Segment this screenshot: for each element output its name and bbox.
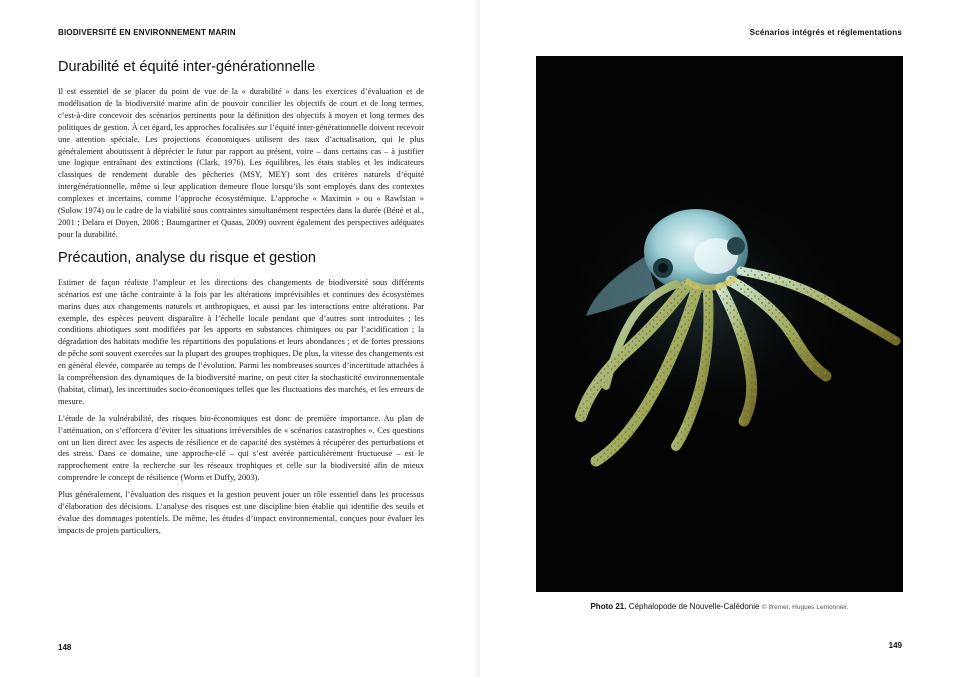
- left-text-block: [58, 58, 424, 542]
- paragraph: Estimer de façon réaliste l’ampleur et les directions des changements de biodiversité sous différents scénarios est une tâche contrainte à la fois par les altérations imprévisibles et continues des écosystèmes marins dues aux changements naturels et anthropiques, et aussi par les interactions entre altérations. Par exemple, des espèces peuvent disparaître à l’échelle locale pendant que d’autres sont introduites ; les conditions abiotiques sont modifiées par les apports en substances chimiques ou par l’acidification ; la dégradation des habitats modifie les répartitions des populations et leurs abondances ; et de fortes pressions de pêche sont souvent exercées sur la plupart des groupes trophiques. De plus, la vitesse des changements est en général élevée, comparée au temps de l’évolution. Parmi les nombreuses sources d’incertitude attachées à la compréhension des dynamiques de la biodiversité marine, on peut citer la stochasticité environnementale (habitat, climat), les incertitudes socio-économiques telles que les fluctuations des marchés, et les erreurs de mesure.: [58, 277, 424, 406]
- page-number-right: 149: [888, 641, 902, 650]
- section-heading-precaution: Précaution, analyse du risque et gestion: [58, 249, 316, 266]
- section-heading-durabilite: Durabilité et équité inter-générationnelle: [58, 59, 316, 75]
- cephalopod-photo: [536, 56, 903, 592]
- caption-number: Photo 21.: [590, 602, 627, 611]
- paragraph: Il est essentiel de se placer du point de vue de la « durabilité » dans les exercices d’évaluation et de modélisation de la biodiversité marine afin de pouvoir concilier les objectifs de court et de long termes, c’est-à-dire concevoir des scénarios pertinents pour la définition des objectifs à moyen et long termes des politiques de gestion. À cet égard, les approches focalisées sur l’équité inter-générationnelle doivent recevoir une attention spéciale. Les projections économiques utilisent des taux d’actualisation, qui le plus généralement aboutissent à déprécier le futur par rapport au présent, voire – dans certains cas – à justifier une logique entraînant des extinctions (Clark, 1976). Les équilibres, les états stables et les indicateurs classiques de rendement durable des pêcheries (MSY, MEY) sont des critères naturels d’équité intergénérationnelle, même si leur application demeure floue lorsqu’ils sont employés dans des contextes complexes et incertains, comme l’approche écosystémique. L’approche « Maximin » ou « Rawlsian » (Solow 1974) ou le cadre de la viabilité sous contraintes simultanément respectées dans la durée (Béné et al., 2001 ; Delara et Doyen, 2008 ; Baumgartner et Quaas, 2009) ouvrent également des perspectives adéquates pour la durabilité.: [58, 87, 424, 239]
- caption-credit: © Ifremer, Hugues Lemonnier.: [761, 604, 849, 611]
- paragraph: L’étude de la vulnérabilité, des risques bio-économiques est donc de première importance. Au plan de l’atténuation, on s’efforcera d’éviter les situations irréversibles de « scénarios catastrophes ». Ces questions ont un lien direct avec les aspects de résilience et de capacité des systèmes à récupérer des perturbations et des stress. Dans ce domaine, une approche-clé – qui s’est avérée particulièrement fructueuse – est le rapprochement entre la recherche sur les réseaux trophiques et celle sur la biodiversité afin de mieux comprendre le concept de résilience (Worm et Duffy, 2003).: [58, 413, 424, 483]
- caption-text: Céphalopode de Nouvelle-Calédonie: [628, 602, 760, 611]
- running-head-right: Scénarios intégrés et réglementations: [749, 28, 902, 37]
- squid-illustration: [536, 56, 903, 592]
- right-page: [480, 0, 960, 677]
- photo-caption: [536, 602, 903, 611]
- page-number-left: 148: [58, 643, 72, 652]
- running-head-left: BIODIVERSITÉ EN ENVIRONNEMENT MARIN: [58, 28, 236, 37]
- paragraph: Plus généralement, l’évaluation des risques et la gestion peuvent jouer un rôle essentiel dans les processus d’élaboration des décisions. L’analyse des risques est une discipline bien établie qui identifie des seuils et évalue des dommages potentiels. De même, les études d’impact environnemental, conçues pour évaluer les impacts de projets particuliers,: [58, 490, 424, 535]
